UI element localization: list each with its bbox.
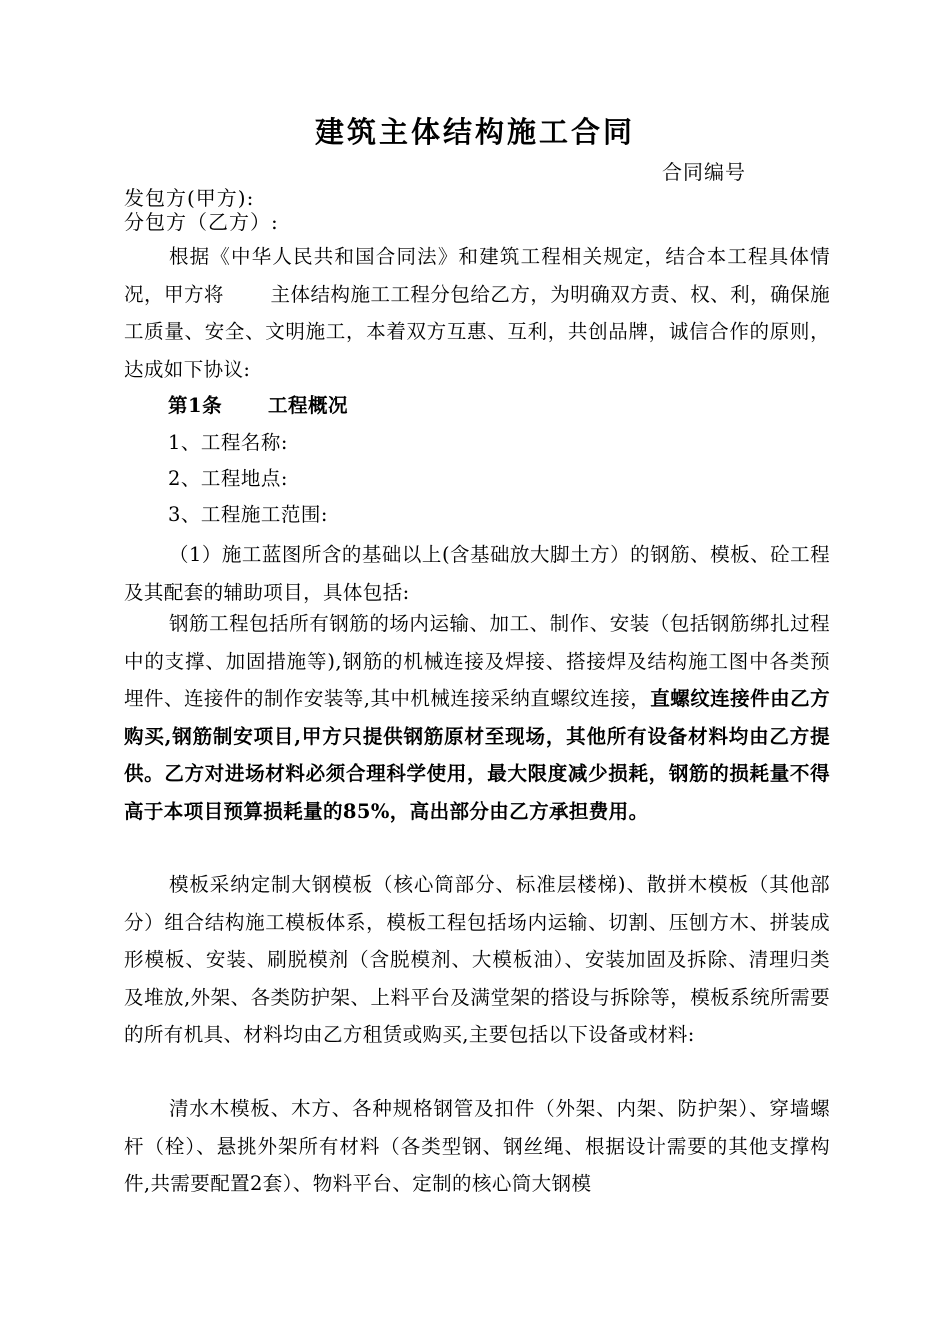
document-title: 建筑主体结构施工合同 <box>314 115 635 149</box>
item-project-name: 1、工程名称: <box>168 431 288 454</box>
rebar-emphasis-text: 直螺纹连接件由乙方购买,钢筋制安项目,甲方只提供钢筋原材至现场，其他所有设备材料均由乙方提供。乙方对进场材料必须合理科学使用，最大限度减少损耗，钢筋的损耗量不得高于本项目预算损耗量的85%，高出部分由乙方承担费用。 <box>124 687 830 823</box>
formwork-paragraph: 模板采纳定制大钢模板（核心筒部分、标准层楼梯)、散拼木模板（其他部分）组合结构施工模板体系，模板工程包括场内运输、切割、压刨方木、拼装成形模板、安装、刷脱模剂（含脱模剂、大模板油）、安装加固及拆除、清理归类及堆放,外架、各类防护架、上料平台及满堂架的搭设与拆除等，模板系统所需要的所有机具、材料均由乙方租赁或购买,主要包括以下设备或材料: <box>124 873 830 1046</box>
intro-paragraph: 根据《中华人民共和国合同法》和建筑工程相关规定，结合本工程具体情况，甲方将 主体结构施工工程分包给乙方，为明确双方责、权、利，确保施工质量、安全、文明施工，本着双方互惠、互利，共创品牌，诚信合作的原则，达成如下协议: <box>124 245 830 381</box>
item-project-location: 2、工程地点: <box>168 467 288 490</box>
article-1-number: 第1条 <box>168 394 223 417</box>
materials-paragraph: 清水木模板、木方、各种规格钢管及扣件（外架、内架、防护架）、穿墙螺杆（栓）、悬挑外架所有材料（各类型钢、钢丝绳、根据设计需要的其他支撑构件,共需要配置2套）、物料平台、定制的核心筒大钢模 <box>124 1097 830 1195</box>
rebar-text: 钢筋工程包括所有钢筋的场内运输、加工、制作、安装（包括钢筋绑扎过程中的支撑、加固措施等),钢筋的机械连接及焊接、搭接焊及结构施工图中各类预埋件、连接件的制作安装等,其中机械连接采纳直螺纹连接， <box>124 612 830 710</box>
article-1-title: 工程概况 <box>268 394 349 417</box>
party-a-label: 发包方(甲方): <box>124 186 255 210</box>
scope-paragraph: （1）施工蓝图所含的基础以上(含基础放大脚土方）的钢筋、模板、砼工程及其配套的辅助项目，具体包括: <box>124 543 830 604</box>
item-construction-scope: 3、工程施工范围: <box>168 503 328 526</box>
contract-number-label: 合同编号 <box>662 160 746 184</box>
party-b-label: 分包方（乙方）: <box>124 210 279 234</box>
article-1-heading <box>168 391 348 421</box>
rebar-paragraph <box>124 605 830 830</box>
